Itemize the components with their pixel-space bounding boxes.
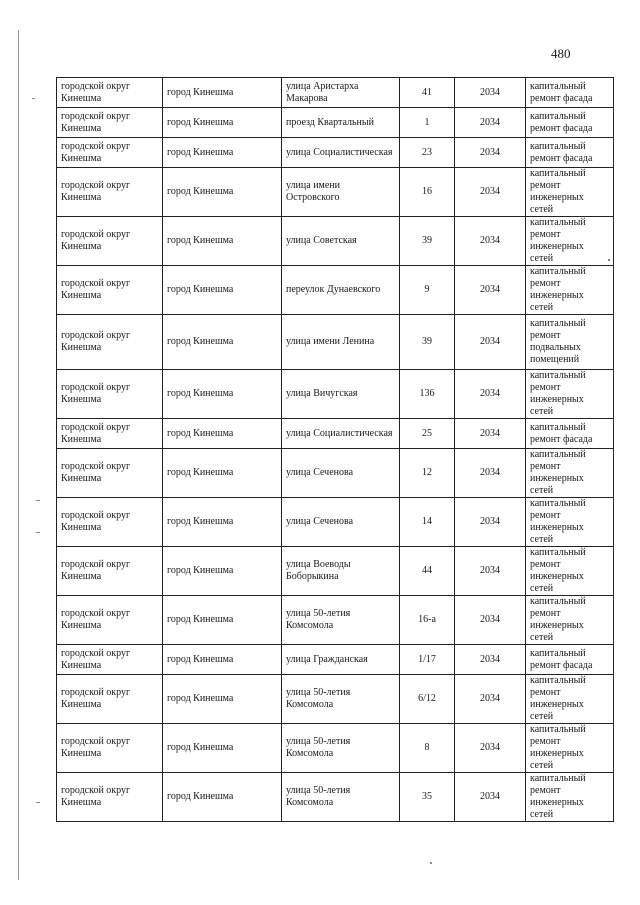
year-cell: 2034: [455, 266, 526, 315]
table-row: [57, 108, 614, 138]
table-row: [57, 419, 614, 449]
year-cell: 2034: [455, 675, 526, 724]
okrug-cell: городской округ Кинешма: [57, 724, 163, 773]
street-cell: улица 50-летия Комсомола: [282, 773, 400, 822]
street-cell: улица 50-летия Комсомола: [282, 724, 400, 773]
work-type-cell: капитальный ремонт инженерных сетей: [526, 547, 614, 596]
city-cell: город Кинешма: [163, 168, 282, 217]
year-cell: 2034: [455, 596, 526, 645]
street-cell: улица Сеченова: [282, 449, 400, 498]
house-number-cell: 39: [400, 315, 455, 370]
work-type-cell: капитальный ремонт инженерных сетей: [526, 773, 614, 822]
work-type-cell: капитальный ремонт инженерных сетей: [526, 266, 614, 315]
street-cell: проезд Квартальный: [282, 108, 400, 138]
year-cell: 2034: [455, 773, 526, 822]
street-cell: улица 50-летия Комсомола: [282, 596, 400, 645]
house-number-cell: 23: [400, 138, 455, 168]
house-number-cell: 35: [400, 773, 455, 822]
table-row: [57, 498, 614, 547]
year-cell: 2034: [455, 138, 526, 168]
street-cell: улица 50-летия Комсомола: [282, 675, 400, 724]
city-cell: город Кинешма: [163, 449, 282, 498]
house-number-cell: 1/17: [400, 645, 455, 675]
okrug-cell: городской округ Кинешма: [57, 315, 163, 370]
work-type-cell: капитальный ремонт фасада: [526, 138, 614, 168]
house-number-cell: 44: [400, 547, 455, 596]
city-cell: город Кинешма: [163, 419, 282, 449]
house-number-cell: 25: [400, 419, 455, 449]
street-cell: улица Сеченова: [282, 498, 400, 547]
house-number-cell: 39: [400, 217, 455, 266]
okrug-cell: городской округ Кинешма: [57, 449, 163, 498]
city-cell: город Кинешма: [163, 266, 282, 315]
city-cell: город Кинешма: [163, 370, 282, 419]
street-cell: улица Вичугская: [282, 370, 400, 419]
work-type-cell: капитальный ремонт инженерных сетей: [526, 724, 614, 773]
house-number-cell: 16-а: [400, 596, 455, 645]
okrug-cell: городской округ Кинешма: [57, 78, 163, 108]
table-row: [57, 370, 614, 419]
page-number: 480: [551, 46, 571, 61]
work-type-cell: капитальный ремонт фасада: [526, 108, 614, 138]
table-body: [57, 78, 614, 822]
table-row: [57, 266, 614, 315]
house-number-cell: 12: [400, 449, 455, 498]
year-cell: 2034: [455, 315, 526, 370]
housing-repair-table: [56, 77, 614, 822]
city-cell: город Кинешма: [163, 78, 282, 108]
city-cell: город Кинешма: [163, 773, 282, 822]
year-cell: 2034: [455, 370, 526, 419]
city-cell: город Кинешма: [163, 675, 282, 724]
street-cell: улица имени Ленина: [282, 315, 400, 370]
table-row: [57, 449, 614, 498]
city-cell: город Кинешма: [163, 108, 282, 138]
year-cell: 2034: [455, 645, 526, 675]
year-cell: 2034: [455, 724, 526, 773]
scan-speck: [36, 532, 40, 533]
city-cell: город Кинешма: [163, 315, 282, 370]
house-number-cell: 14: [400, 498, 455, 547]
city-cell: город Кинешма: [163, 138, 282, 168]
work-type-cell: капитальный ремонт инженерных сетей: [526, 498, 614, 547]
scan-margin-line: [18, 30, 19, 880]
okrug-cell: городской округ Кинешма: [57, 138, 163, 168]
scan-speck: [32, 98, 35, 99]
table-row: [57, 724, 614, 773]
street-cell: улица Советская: [282, 217, 400, 266]
work-type-cell: капитальный ремонт фасада: [526, 419, 614, 449]
house-number-cell: 6/12: [400, 675, 455, 724]
work-type-cell: капитальный ремонт подвальных помещений: [526, 315, 614, 370]
work-type-cell: капитальный ремонт инженерных сетей: [526, 370, 614, 419]
house-number-cell: 41: [400, 78, 455, 108]
okrug-cell: городской округ Кинешма: [57, 675, 163, 724]
okrug-cell: городской округ Кинешма: [57, 645, 163, 675]
scan-speck: [430, 862, 432, 864]
street-cell: улица Воеводы Боборыкина: [282, 547, 400, 596]
table-row: [57, 78, 614, 108]
table-row: [57, 315, 614, 370]
city-cell: город Кинешма: [163, 217, 282, 266]
street-cell: улица Социалистическая: [282, 138, 400, 168]
house-number-cell: 8: [400, 724, 455, 773]
okrug-cell: городской округ Кинешма: [57, 498, 163, 547]
okrug-cell: городской округ Кинешма: [57, 266, 163, 315]
year-cell: 2034: [455, 78, 526, 108]
scan-speck: [36, 802, 40, 803]
year-cell: 2034: [455, 217, 526, 266]
okrug-cell: городской округ Кинешма: [57, 168, 163, 217]
okrug-cell: городской округ Кинешма: [57, 419, 163, 449]
okrug-cell: городской округ Кинешма: [57, 217, 163, 266]
okrug-cell: городской округ Кинешма: [57, 596, 163, 645]
year-cell: 2034: [455, 108, 526, 138]
street-cell: переулок Дунаевского: [282, 266, 400, 315]
city-cell: город Кинешма: [163, 645, 282, 675]
city-cell: город Кинешма: [163, 596, 282, 645]
okrug-cell: городской округ Кинешма: [57, 370, 163, 419]
table-row: [57, 138, 614, 168]
house-number-cell: 1: [400, 108, 455, 138]
year-cell: 2034: [455, 498, 526, 547]
table-row: [57, 675, 614, 724]
work-type-cell: капитальный ремонт инженерных сетей: [526, 449, 614, 498]
scan-speck: [36, 500, 40, 501]
table-row: [57, 547, 614, 596]
city-cell: город Кинешма: [163, 724, 282, 773]
table-row: [57, 168, 614, 217]
okrug-cell: городской округ Кинешма: [57, 773, 163, 822]
table-row: [57, 217, 614, 266]
work-type-cell: капитальный ремонт инженерных сетей: [526, 168, 614, 217]
table-row: [57, 645, 614, 675]
street-cell: улица Социалистическая: [282, 419, 400, 449]
okrug-cell: городской округ Кинешма: [57, 108, 163, 138]
year-cell: 2034: [455, 168, 526, 217]
work-type-cell: капитальный ремонт инженерных сетей: [526, 217, 614, 266]
work-type-cell: капитальный ремонт фасада: [526, 645, 614, 675]
okrug-cell: городской округ Кинешма: [57, 547, 163, 596]
table-row: [57, 773, 614, 822]
street-cell: улица Гражданская: [282, 645, 400, 675]
house-number-cell: 9: [400, 266, 455, 315]
house-number-cell: 136: [400, 370, 455, 419]
work-type-cell: капитальный ремонт инженерных сетей: [526, 675, 614, 724]
work-type-cell: капитальный ремонт фасада: [526, 78, 614, 108]
city-cell: город Кинешма: [163, 498, 282, 547]
year-cell: 2034: [455, 449, 526, 498]
street-cell: улица Аристарха Макарова: [282, 78, 400, 108]
city-cell: город Кинешма: [163, 547, 282, 596]
house-number-cell: 16: [400, 168, 455, 217]
table-row: [57, 596, 614, 645]
year-cell: 2034: [455, 547, 526, 596]
street-cell: улица имени Островского: [282, 168, 400, 217]
year-cell: 2034: [455, 419, 526, 449]
work-type-cell: капитальный ремонт инженерных сетей: [526, 596, 614, 645]
